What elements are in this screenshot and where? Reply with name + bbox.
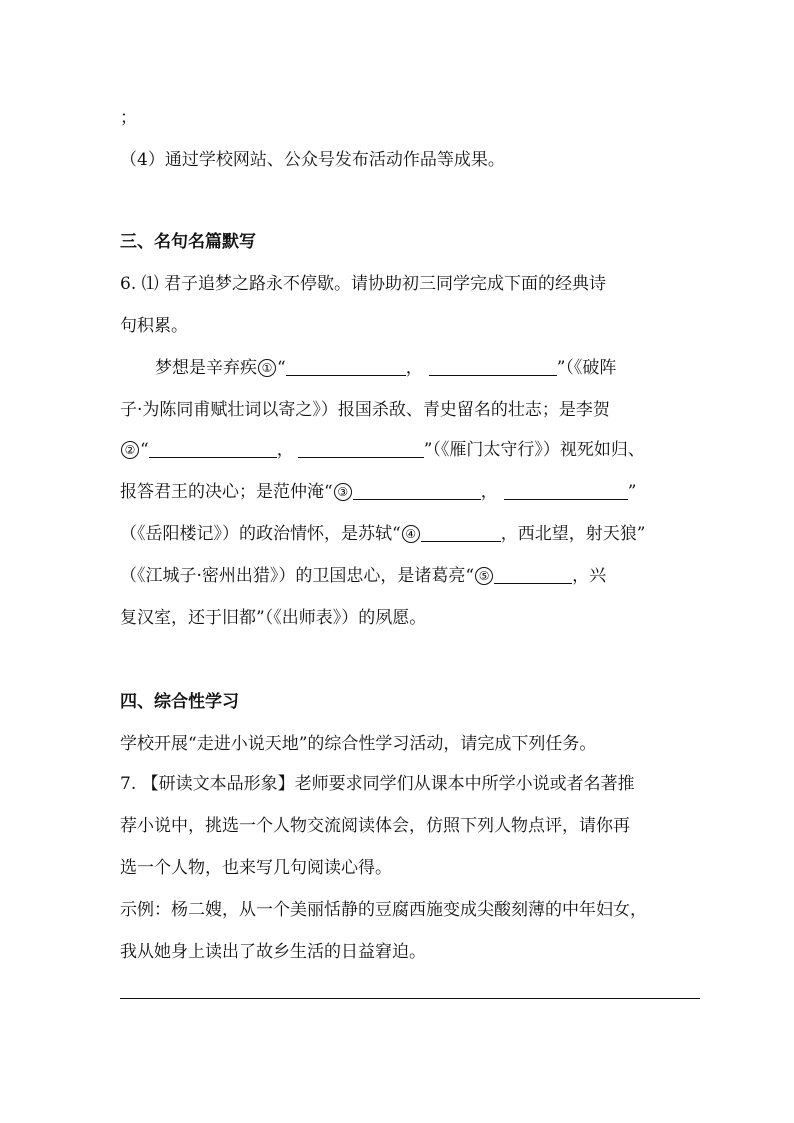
q6-text: ”（《破阵	[556, 358, 617, 378]
section-4-heading: 四、综合性学习	[120, 692, 239, 712]
q7-answer-line[interactable]	[120, 998, 700, 999]
answer-blank-3b[interactable]	[504, 483, 628, 500]
blank-number-4: ④	[402, 525, 420, 543]
q7-line-1: 7. 【研读文本品形象】老师要求同学们从课本中所学小说或者名著推	[120, 774, 635, 794]
answer-blank-1a[interactable]	[286, 359, 406, 376]
answer-blank-2a[interactable]	[149, 441, 277, 458]
blank-number-1: ①	[258, 359, 276, 377]
q6-intro-line-2: 句积累。	[120, 316, 188, 336]
q6-text: 梦想是辛弃疾	[155, 358, 257, 378]
q6-sentence-line-4	[120, 480, 636, 504]
blank-number-3: ③	[334, 483, 352, 501]
q6-sentence-line-5	[120, 522, 645, 546]
q6-text: “	[277, 358, 286, 378]
q6-text: ，	[480, 482, 498, 502]
top-fragment: ；	[120, 108, 137, 128]
blank-number-5: ⑤	[475, 567, 493, 585]
q6-sentence-line-6	[120, 564, 606, 588]
q6-text: （《岳阳楼记》）的政治情怀，是苏轼“	[120, 524, 401, 544]
q6-text: “	[140, 440, 149, 460]
q6-text: ”	[627, 482, 637, 502]
list-item-4: （4）通过学校网站、公众号发布活动作品等成果。	[120, 150, 505, 170]
q6-intro-line-1: 6. ⑴ 君子追梦之路永不停歇。请协助初三同学完成下面的经典诗	[120, 274, 607, 294]
q6-text: ”（《雁门太守行》）视死如归、	[423, 440, 645, 460]
q6-sentence-line-2: 子·为陈同甫赋壮词以寄之》）报国杀敌、青史留名的壮志；是李贺	[120, 400, 610, 420]
q6-sentence-line-3	[120, 438, 645, 462]
q6-text: ，西北望，射天狼”	[500, 524, 646, 544]
q7-line-2: 荐小说中，挑选一个人物交流阅读体会，仿照下列人物点评，请你再	[120, 816, 630, 836]
answer-blank-2b[interactable]	[298, 441, 424, 458]
answer-blank-3a[interactable]	[353, 483, 481, 500]
q7-line-3: 选一个人物，也来写几句阅读心得。	[120, 858, 392, 878]
activity-intro: 学校开展“走进小说天地”的综合性学习活动，请完成下列任务。	[120, 734, 597, 754]
q6-sentence-line-1	[155, 356, 616, 380]
q6-sentence-line-7: 复汉室，还于旧都”（《出师表》）的夙愿。	[120, 608, 427, 628]
answer-blank-1b[interactable]	[429, 359, 557, 376]
q6-text: ，	[276, 440, 294, 460]
q6-text: 报答君王的决心；是范仲淹“	[120, 482, 333, 502]
section-3-heading: 三、名句名篇默写	[120, 232, 256, 252]
blank-number-2: ②	[121, 441, 139, 459]
q7-example-line-1: 示例：杨二嫂，从一个美丽恬静的豆腐西施变成尖酸刻薄的中年妇女，	[120, 900, 647, 920]
q6-text: ，兴	[572, 566, 607, 586]
answer-blank-4[interactable]	[421, 525, 501, 542]
q6-text: ，	[405, 358, 423, 378]
q7-example-line-2: 我从她身上读出了故乡生活的日益窘迫。	[120, 942, 426, 962]
q6-text: （《江城子·密州出猎》）的卫国忠心，是诸葛亮“	[120, 566, 475, 586]
answer-blank-5[interactable]	[494, 567, 572, 584]
